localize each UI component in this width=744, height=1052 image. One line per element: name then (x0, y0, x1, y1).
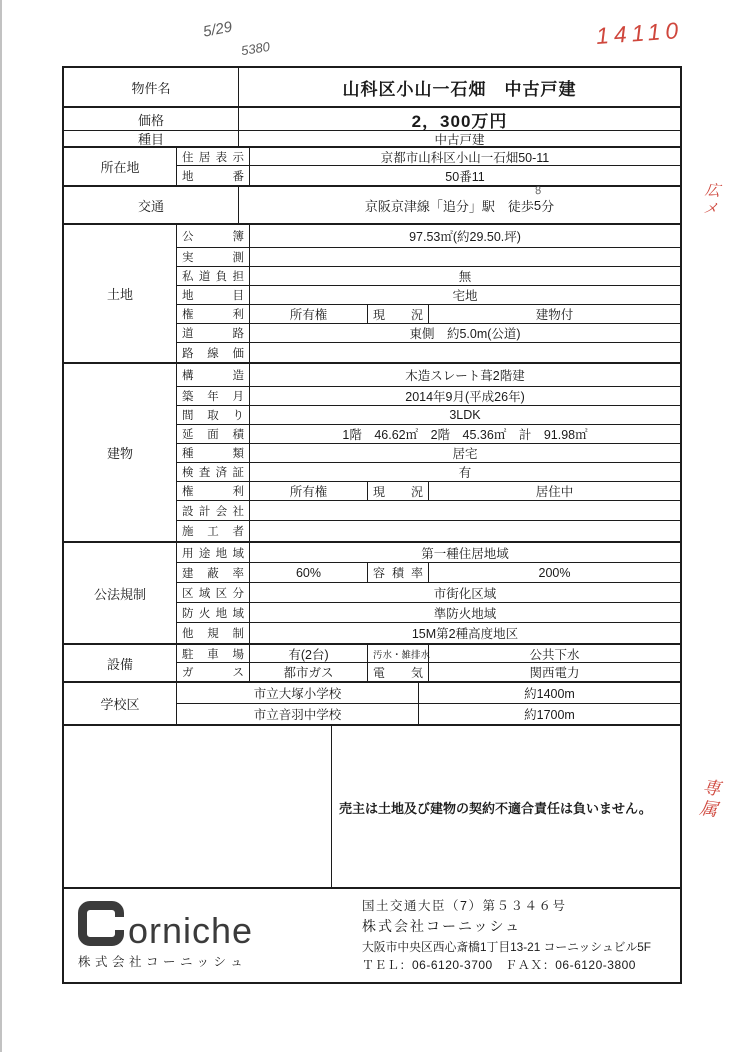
row-builder (177, 521, 680, 541)
row-land-rights (177, 305, 680, 324)
handwritten-red-margin-note-bottom: 専属 (696, 776, 722, 822)
other-regulation-value: 15M第2種高度地区 (411, 627, 519, 641)
elementary-school-name: 市立大塚小学校 (177, 683, 419, 703)
section-regulation (64, 543, 680, 645)
section-land (64, 225, 680, 364)
category-label: 種目 (64, 131, 239, 146)
company-name: 株式会社コーニッシュ (362, 917, 522, 934)
row-elementary-school (177, 683, 680, 704)
row-building-type (177, 444, 680, 463)
junior-high-distance: 約1700m (524, 708, 575, 722)
roadside-label: 路線価 (177, 343, 250, 362)
land-category-label: 地目 (177, 286, 250, 304)
row-land-registered-area (177, 225, 680, 248)
inspection-cert-label: 検査済証 (177, 463, 250, 481)
row-built-date (177, 387, 680, 406)
row-transport (64, 183, 680, 225)
category-value: 中古戸建 (434, 132, 485, 147)
design-company-label: 設計会社 (177, 501, 250, 520)
land-registered-value: 97.53㎡(約29.50.坪) (409, 230, 521, 244)
transport-suffix: 分 (541, 198, 555, 214)
gas-value: 都市ガス (250, 663, 368, 681)
section-building (64, 364, 680, 543)
footer (64, 889, 680, 982)
handwritten-date: 5/29 (201, 18, 234, 41)
lot-number-label: 地番 (177, 166, 250, 185)
builder-label: 施工者 (177, 521, 250, 541)
row-coverage-ratio (177, 563, 680, 583)
land-section-label: 土地 (64, 225, 177, 362)
row-road (177, 324, 680, 343)
building-status-value: 居住中 (535, 485, 574, 499)
floor-plan-label: 間取り (177, 406, 250, 424)
private-road-value: 無 (458, 270, 472, 284)
corniche-c-logo-icon (78, 901, 124, 946)
transport-value (239, 183, 680, 223)
sewage-value: 公共下水 (529, 647, 580, 662)
company-address: 大阪市中央区西心斎橋1丁目13-21 コーニッシュビル5F (362, 939, 652, 954)
row-structure (177, 364, 680, 387)
coverage-ratio-value: 60% (250, 563, 368, 582)
row-inspection-cert (177, 463, 680, 482)
row-floor-area (177, 425, 680, 444)
parking-value: 有(2台) (250, 645, 368, 662)
school-section-label: 学校区 (64, 683, 177, 724)
property-name-value: 山科区小山一石畑 中古戸建 (342, 79, 577, 99)
remarks-text: 売主は土地及び建物の契約不適合責任は負いません。 (339, 801, 652, 816)
structure-label: 構造 (177, 364, 250, 386)
row-floor-plan (177, 406, 680, 425)
fire-zone-value: 準防火地域 (433, 606, 497, 621)
section-remarks (64, 726, 680, 889)
floor-ratio-value: 200% (538, 565, 571, 580)
building-rights-value: 所有権 (250, 482, 368, 500)
row-address-display (177, 148, 680, 166)
lot-number-value: 50番11 (445, 169, 485, 184)
row-junior-high-school (177, 704, 680, 724)
building-type-label: 種類 (177, 444, 250, 462)
logo-company-name: 株式会社コーニッシュ (78, 955, 248, 969)
logo-wordmark: orniche (128, 910, 254, 952)
row-land-category (177, 286, 680, 305)
floor-area-label: 延面積 (177, 425, 250, 443)
building-status-label: 現況 (368, 482, 429, 500)
address-display-value: 京都市山科区小山一石畑50-11 (380, 150, 550, 165)
electricity-value: 関西電力 (529, 666, 580, 680)
land-status-value: 建物付 (535, 308, 574, 322)
address-display-label: 住居表示 (177, 148, 250, 165)
other-regulation-label: 他規制 (177, 623, 250, 643)
elementary-school-distance: 約1400m (524, 687, 575, 701)
floor-plan-value: 3LDK (449, 408, 481, 422)
builder-value (250, 521, 680, 541)
scan-edge-artifact (0, 0, 2, 1052)
row-building-rights (177, 482, 680, 501)
remarks-empty-cell (64, 726, 332, 887)
license-number: 国土交通大臣（7）第５３４６号 (362, 898, 567, 913)
row-zoning (177, 543, 680, 563)
road-label: 道路 (177, 324, 250, 342)
land-registered-label: 公簿 (177, 225, 250, 247)
handwritten-minutes-correction: 8 (533, 183, 543, 198)
land-rights-value: 所有権 (250, 305, 368, 323)
price-value: 2，300万円 (411, 111, 508, 131)
handwritten-red-number: 14110 (595, 16, 685, 50)
transport-minutes: 5 8 (533, 183, 543, 213)
row-roadside-value (177, 343, 680, 362)
row-price (64, 108, 680, 131)
transport-text: 京阪京津線「追分」駅 徒歩 (364, 198, 534, 214)
parking-label: 駐車場 (177, 645, 250, 662)
row-parking (177, 645, 680, 663)
company-info (358, 897, 680, 975)
regulation-section-label: 公法規制 (64, 543, 177, 643)
row-land-surveyed-area (177, 248, 680, 267)
handwritten-red-margin-note-top: 広メ (700, 181, 721, 219)
design-company-value (250, 501, 680, 520)
area-classification-label: 区域区分 (177, 583, 250, 602)
built-date-label: 築年月 (177, 387, 250, 405)
road-value: 東側 約5.0m(公道) (409, 327, 521, 341)
property-table (62, 66, 682, 984)
section-school (64, 683, 680, 726)
land-category-value: 宅地 (452, 289, 478, 303)
area-classification-value: 市街化区域 (433, 586, 497, 601)
junior-high-name: 市立音羽中学校 (177, 704, 419, 724)
price-label: 価格 (64, 108, 239, 130)
roadside-value (250, 343, 680, 362)
row-other-regulation (177, 623, 680, 643)
property-name-label: 物件名 (64, 68, 239, 106)
fire-zone-label: 防火地域 (177, 603, 250, 622)
floor-area-value: 1階 46.62㎡ 2階 45.36㎡ 計 91.98㎡ (342, 428, 588, 442)
land-surveyed-value (250, 248, 680, 266)
private-road-label: 私道負担 (177, 267, 250, 285)
corniche-logo (64, 901, 358, 970)
land-surveyed-label: 実測 (177, 248, 250, 266)
company-tel-fax: ＴＥＬ：06-6120-3700 ＦＡＸ：06-6120-3800 (362, 957, 636, 972)
floor-ratio-label: 容積率 (368, 563, 429, 582)
facility-section-label: 設備 (64, 645, 177, 681)
building-rights-label: 権利 (177, 482, 250, 500)
built-date-value: 2014年9月(平成26年) (405, 390, 525, 404)
gas-label: ガス (177, 663, 250, 681)
sewage-label: 汚水・雑排水 (368, 645, 429, 662)
row-gas (177, 663, 680, 681)
row-private-road (177, 267, 680, 286)
section-facility (64, 645, 680, 683)
building-type-value: 居宅 (452, 447, 478, 461)
row-design-company (177, 501, 680, 521)
zoning-label: 用途地域 (177, 543, 250, 562)
row-lot-number (177, 166, 680, 185)
handwritten-number: 5380 (240, 38, 271, 59)
structure-value: 木造スレート葺2階建 (405, 369, 525, 383)
building-section-label: 建物 (64, 364, 177, 541)
section-location (64, 148, 680, 187)
row-property-name (64, 68, 680, 108)
land-status-label: 現況 (368, 305, 429, 323)
zoning-value: 第一種住居地域 (421, 546, 509, 561)
inspection-cert-value: 有 (458, 466, 472, 480)
transport-label: 交通 (64, 187, 239, 223)
row-category (64, 131, 680, 148)
row-fire-zone (177, 603, 680, 623)
electricity-label: 電気 (368, 663, 429, 681)
row-area-classification (177, 583, 680, 603)
coverage-ratio-label: 建蔽率 (177, 563, 250, 582)
location-label: 所在地 (64, 148, 177, 185)
land-rights-label: 権利 (177, 305, 250, 323)
